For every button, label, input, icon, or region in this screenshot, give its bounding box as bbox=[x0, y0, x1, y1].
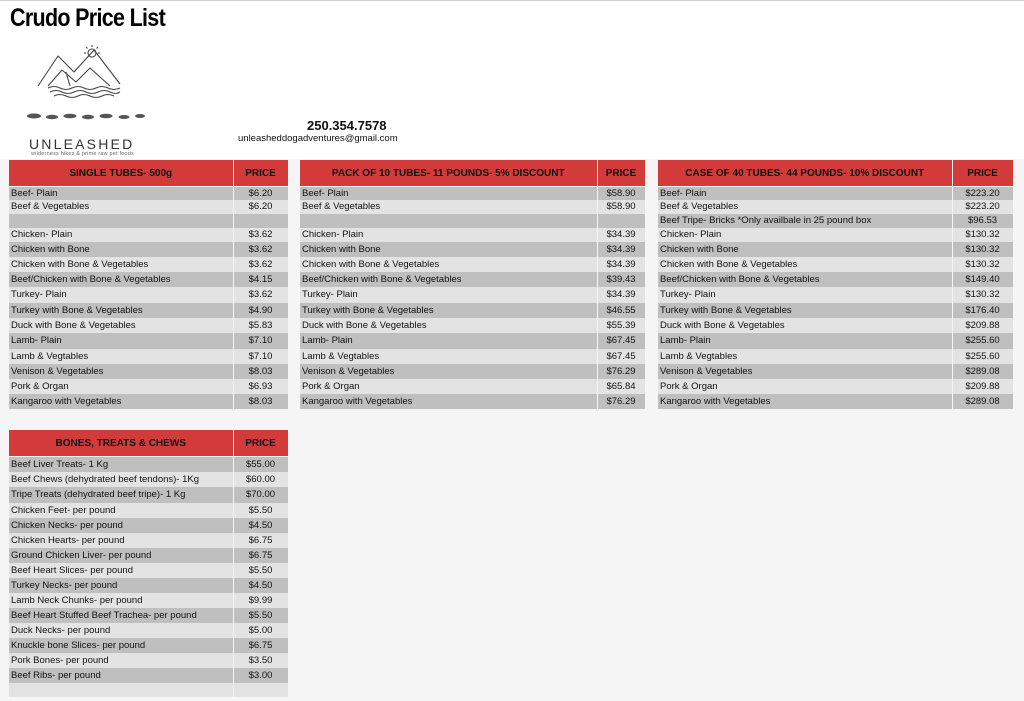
item-name: Beef & Vegetables bbox=[658, 200, 952, 214]
item-price: $5.50 bbox=[233, 608, 288, 623]
item-price: $58.90 bbox=[597, 200, 645, 214]
item-name: Turkey- Plain bbox=[658, 287, 952, 303]
table-row bbox=[9, 683, 288, 697]
item-price bbox=[233, 683, 288, 697]
table-row bbox=[9, 578, 288, 593]
item-name: Chicken Feet- per pound bbox=[9, 503, 233, 518]
item-price: $34.39 bbox=[597, 287, 645, 303]
table-row bbox=[658, 379, 1013, 394]
item-price: $209.88 bbox=[952, 318, 1013, 333]
table-row bbox=[9, 303, 288, 318]
item-price: $96.53 bbox=[952, 214, 1013, 228]
table-row bbox=[9, 394, 288, 409]
item-price: $34.39 bbox=[597, 257, 645, 272]
item-price: $223.20 bbox=[952, 200, 1013, 214]
item-price: $4.50 bbox=[233, 518, 288, 533]
table-row bbox=[658, 228, 1013, 242]
table-row bbox=[9, 608, 288, 623]
case-of-40-header: CASE OF 40 TUBES- 44 POUNDS- 10% DISCOUNT bbox=[658, 160, 952, 187]
item-name: Turkey with Bone & Vegetables bbox=[658, 303, 952, 318]
item-price: $55.39 bbox=[597, 318, 645, 333]
table-row bbox=[9, 228, 288, 242]
item-price: $4.15 bbox=[233, 272, 288, 287]
item-name: Lamb & Vegtables bbox=[9, 349, 233, 364]
item-price: $149.40 bbox=[952, 272, 1013, 287]
item-name: Lamb- Plain bbox=[658, 333, 952, 349]
item-name: Beef- Plain bbox=[300, 187, 597, 200]
table-row bbox=[658, 394, 1013, 409]
item-name: Ground Chicken Liver- per pound bbox=[9, 548, 233, 563]
item-name: Duck with Bone & Vegetables bbox=[300, 318, 597, 333]
item-name: Lamb- Plain bbox=[9, 333, 233, 349]
item-price: $70.00 bbox=[233, 487, 288, 503]
item-name: Beef Heart Slices- per pound bbox=[9, 563, 233, 578]
table-row bbox=[9, 333, 288, 349]
item-price: $6.75 bbox=[233, 533, 288, 548]
item-name: Duck with Bone & Vegetables bbox=[658, 318, 952, 333]
table-row bbox=[9, 668, 288, 683]
item-price: $60.00 bbox=[233, 472, 288, 487]
item-name: Chicken with Bone bbox=[658, 242, 952, 257]
item-name: Knuckle bone Slices- per pound bbox=[9, 638, 233, 653]
brand-tagline: wilderness hikes & prime raw pet foods bbox=[31, 151, 134, 157]
item-name: Chicken- Plain bbox=[658, 228, 952, 242]
table-row bbox=[300, 379, 645, 394]
item-price: $223.20 bbox=[952, 187, 1013, 200]
table-row bbox=[9, 318, 288, 333]
table-row bbox=[300, 364, 645, 379]
table-row bbox=[9, 349, 288, 364]
table-row bbox=[300, 333, 645, 349]
item-name: Turkey- Plain bbox=[300, 287, 597, 303]
item-price: $39.43 bbox=[597, 272, 645, 287]
item-name: Chicken with Bone & Vegetables bbox=[658, 257, 952, 272]
table-row bbox=[9, 472, 288, 487]
bones-treats-chews-header: BONES, TREATS & CHEWS bbox=[9, 430, 233, 457]
item-name: Beef/Chicken with Bone & Vegetables bbox=[9, 272, 233, 287]
item-price: $6.20 bbox=[233, 187, 288, 200]
item-name bbox=[9, 214, 233, 228]
item-price bbox=[233, 214, 288, 228]
item-price: $4.50 bbox=[233, 578, 288, 593]
item-price: $4.90 bbox=[233, 303, 288, 318]
item-name: Turkey Necks- per pound bbox=[9, 578, 233, 593]
item-name: Lamb Neck Chunks- per pound bbox=[9, 593, 233, 608]
table-row bbox=[9, 533, 288, 548]
item-name: Chicken Hearts- per pound bbox=[9, 533, 233, 548]
item-price: $46.55 bbox=[597, 303, 645, 318]
item-price: $130.32 bbox=[952, 287, 1013, 303]
item-name: Chicken- Plain bbox=[300, 228, 597, 242]
item-name: Beef Tripe- Bricks *Only availbale in 25 pound box bbox=[658, 214, 952, 228]
table-row bbox=[658, 200, 1013, 214]
item-name: Beef Chews (dehydrated beef tendons)- 1Kg bbox=[9, 472, 233, 487]
table-row bbox=[300, 214, 645, 228]
table-row bbox=[9, 638, 288, 653]
item-price: $3.62 bbox=[233, 228, 288, 242]
item-name: Beef Heart Stuffed Beef Trachea- per pound bbox=[9, 608, 233, 623]
item-price: $7.10 bbox=[233, 349, 288, 364]
item-name: Pork Bones- per pound bbox=[9, 653, 233, 668]
item-price: $76.29 bbox=[597, 364, 645, 379]
item-price: $130.32 bbox=[952, 228, 1013, 242]
item-price: $65.84 bbox=[597, 379, 645, 394]
item-price: $58.90 bbox=[597, 187, 645, 200]
item-price: $7.10 bbox=[233, 333, 288, 349]
item-price: $130.32 bbox=[952, 242, 1013, 257]
item-price: $289.08 bbox=[952, 394, 1013, 409]
brand-name: UNLEASHED bbox=[29, 136, 135, 152]
item-name: Beef- Plain bbox=[658, 187, 952, 200]
price-header: PRICE bbox=[952, 160, 1013, 187]
table-row bbox=[9, 503, 288, 518]
item-price: $8.03 bbox=[233, 394, 288, 409]
table-row bbox=[658, 303, 1013, 318]
table-row bbox=[9, 200, 288, 214]
table-row bbox=[300, 187, 645, 200]
table-row bbox=[9, 287, 288, 303]
item-price: $3.62 bbox=[233, 287, 288, 303]
single-tubes-table bbox=[9, 160, 289, 409]
item-price: $3.50 bbox=[233, 653, 288, 668]
table-row bbox=[9, 257, 288, 272]
table-row bbox=[9, 487, 288, 503]
item-name: Beef Liver Treats- 1 Kg bbox=[9, 457, 233, 472]
email-address: unleasheddogadventures@gmail.com bbox=[238, 133, 398, 144]
item-price: $5.50 bbox=[233, 503, 288, 518]
case-of-40-table bbox=[658, 160, 1014, 409]
table-row bbox=[9, 653, 288, 668]
item-name: Chicken Necks- per pound bbox=[9, 518, 233, 533]
item-name: Kangaroo with Vegetables bbox=[9, 394, 233, 409]
item-name: Beef/Chicken with Bone & Vegetables bbox=[300, 272, 597, 287]
table-row bbox=[9, 379, 288, 394]
table-row bbox=[658, 287, 1013, 303]
table-row bbox=[9, 518, 288, 533]
table-row bbox=[9, 187, 288, 200]
item-name: Turkey with Bone & Vegetables bbox=[300, 303, 597, 318]
single-tubes-header: SINGLE TUBES- 500g bbox=[9, 160, 233, 187]
item-price: $6.75 bbox=[233, 548, 288, 563]
item-name: Beef & Vegetables bbox=[300, 200, 597, 214]
pack-of-10-table bbox=[300, 160, 646, 409]
item-price: $5.00 bbox=[233, 623, 288, 638]
phone-number: 250.354.7578 bbox=[307, 118, 387, 133]
item-price: $55.00 bbox=[233, 457, 288, 472]
item-name: Kangaroo with Vegetables bbox=[658, 394, 952, 409]
table-row bbox=[9, 214, 288, 228]
item-name: Venison & Vegetables bbox=[300, 364, 597, 379]
item-price: $255.60 bbox=[952, 333, 1013, 349]
item-price: $9.99 bbox=[233, 593, 288, 608]
item-name: Lamb & Vegtables bbox=[658, 349, 952, 364]
table-row bbox=[658, 214, 1013, 228]
item-price: $6.75 bbox=[233, 638, 288, 653]
item-price: $255.60 bbox=[952, 349, 1013, 364]
table-row bbox=[300, 349, 645, 364]
item-name: Beef & Vegetables bbox=[9, 200, 233, 214]
table-row bbox=[9, 593, 288, 608]
item-name: Venison & Vegetables bbox=[658, 364, 952, 379]
table-row bbox=[9, 563, 288, 578]
table-row bbox=[9, 364, 288, 379]
page-title: Crudo Price List bbox=[10, 4, 166, 32]
item-name: Beef Ribs- per pound bbox=[9, 668, 233, 683]
pack-of-10-header: PACK OF 10 TUBES- 11 POUNDS- 5% DISCOUNT bbox=[300, 160, 597, 187]
item-name: Chicken- Plain bbox=[9, 228, 233, 242]
item-name: Lamb- Plain bbox=[300, 333, 597, 349]
table-row bbox=[9, 272, 288, 287]
item-name: Tripe Treats (dehydrated beef tripe)- 1 Kg bbox=[9, 487, 233, 503]
item-price: $176.40 bbox=[952, 303, 1013, 318]
item-price: $289.08 bbox=[952, 364, 1013, 379]
table-row bbox=[658, 349, 1013, 364]
price-header: PRICE bbox=[233, 160, 288, 187]
item-name: Chicken with Bone bbox=[300, 242, 597, 257]
item-price: $76.29 bbox=[597, 394, 645, 409]
item-name: Beef/Chicken with Bone & Vegetables bbox=[658, 272, 952, 287]
table-row bbox=[300, 242, 645, 257]
item-name: Chicken with Bone bbox=[9, 242, 233, 257]
item-price: $3.62 bbox=[233, 242, 288, 257]
table-row bbox=[658, 364, 1013, 379]
item-name: Duck Necks- per pound bbox=[9, 623, 233, 638]
table-row bbox=[9, 623, 288, 638]
item-price: $3.62 bbox=[233, 257, 288, 272]
price-header: PRICE bbox=[597, 160, 645, 187]
table-row bbox=[300, 287, 645, 303]
item-name: Turkey- Plain bbox=[9, 287, 233, 303]
item-price: $130.32 bbox=[952, 257, 1013, 272]
price-header: PRICE bbox=[233, 430, 288, 457]
item-name: Chicken with Bone & Vegetables bbox=[9, 257, 233, 272]
item-price: $5.83 bbox=[233, 318, 288, 333]
item-price bbox=[597, 214, 645, 228]
item-price: $6.93 bbox=[233, 379, 288, 394]
table-row bbox=[300, 394, 645, 409]
item-price: $209.88 bbox=[952, 379, 1013, 394]
table-row bbox=[300, 228, 645, 242]
item-name: Lamb & Vegtables bbox=[300, 349, 597, 364]
item-name bbox=[9, 683, 233, 697]
item-price: $5.50 bbox=[233, 563, 288, 578]
item-price: $34.39 bbox=[597, 228, 645, 242]
table-row bbox=[9, 242, 288, 257]
table-row bbox=[658, 187, 1013, 200]
item-name: Turkey with Bone & Vegetables bbox=[9, 303, 233, 318]
table-row bbox=[9, 457, 288, 472]
item-price: $67.45 bbox=[597, 349, 645, 364]
item-name: Kangaroo with Vegetables bbox=[300, 394, 597, 409]
table-row bbox=[658, 272, 1013, 287]
item-name: Pork & Organ bbox=[658, 379, 952, 394]
table-row bbox=[9, 548, 288, 563]
item-name: Venison & Vegetables bbox=[9, 364, 233, 379]
table-row bbox=[300, 200, 645, 214]
item-name: Chicken with Bone & Vegetables bbox=[300, 257, 597, 272]
item-name bbox=[300, 214, 597, 228]
bones-treats-chews-table bbox=[9, 430, 289, 697]
item-name: Beef- Plain bbox=[9, 187, 233, 200]
item-name: Duck with Bone & Vegetables bbox=[9, 318, 233, 333]
table-row bbox=[658, 318, 1013, 333]
table-row bbox=[658, 333, 1013, 349]
item-price: $6.20 bbox=[233, 200, 288, 214]
table-row bbox=[658, 257, 1013, 272]
item-name: Pork & Organ bbox=[9, 379, 233, 394]
item-name: Pork & Organ bbox=[300, 379, 597, 394]
table-row bbox=[658, 242, 1013, 257]
table-row bbox=[300, 257, 645, 272]
item-price: $3.00 bbox=[233, 668, 288, 683]
table-row bbox=[300, 272, 645, 287]
item-price: $34.39 bbox=[597, 242, 645, 257]
table-row bbox=[300, 303, 645, 318]
table-row bbox=[300, 318, 645, 333]
item-price: $67.45 bbox=[597, 333, 645, 349]
item-price: $8.03 bbox=[233, 364, 288, 379]
